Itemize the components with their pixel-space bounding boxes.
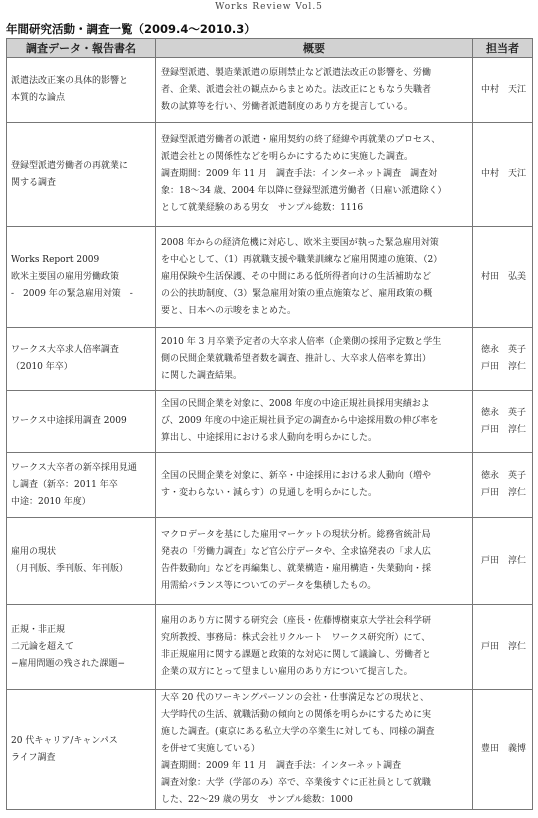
person-name: 中村 天江 — [481, 84, 527, 95]
summary-line: 雇用保険や生活保護、その中間にある低所得者向けの生活補助など — [161, 271, 432, 282]
summary-cell — [156, 328, 473, 391]
report-name-line: （2010 年卒） — [11, 362, 73, 372]
person-name: 中村 天江 — [481, 169, 527, 179]
summary-line: を併せて実施している） — [161, 744, 261, 754]
summary-cell — [156, 227, 473, 328]
summary-cell — [156, 123, 473, 227]
person-name: 戸田 淳仁 — [481, 488, 527, 498]
report-name-line: 本質的な論点 — [11, 93, 66, 103]
summary-line: の公的扶助制度、（3）緊急雇用対策の重点施策など、雇用政策の概 — [161, 288, 433, 299]
summary-cell — [156, 605, 473, 690]
summary-line: 非正規雇用に関する課題と政策的な対応に関して議論し、労働者と — [161, 650, 432, 660]
table-row — [7, 227, 533, 328]
person-name: 戸田 淳仁 — [481, 555, 527, 566]
summary-cell — [156, 518, 473, 605]
person-cell — [473, 58, 533, 123]
report-name-cell — [7, 690, 156, 810]
summary-line: 全国の民間企業を対象に、2008 年度の中途正規社員採用実績およ — [161, 399, 430, 409]
report-name-cell — [7, 123, 156, 227]
report-name-line: （月刊版、季刊版、年刊版） — [11, 564, 129, 574]
person-cell — [473, 605, 533, 690]
summary-line: 企業の双方にとって望ましい雇用のあり方について提言した。 — [161, 667, 413, 677]
summary-cell — [156, 690, 473, 810]
person-name: 徳永 英子 — [481, 345, 527, 355]
table-row — [7, 328, 533, 391]
report-name-line: 雇用の現状 — [11, 547, 57, 557]
column-header-report-name: 調査データ・報告書名 — [7, 39, 156, 58]
report-name-line: 登録型派遣労働者の再就業に — [11, 160, 129, 171]
summary-line: す・変わらない・減らす）の見通しを明らかにした。 — [161, 488, 378, 498]
summary-line: を中心として、（1）再就職支援や職業訓練など雇用関連の施策、（2） — [161, 254, 443, 265]
report-name-line: - 2009 年の緊急雇用対策 - — [11, 288, 133, 299]
report-name-line: 中途：2010 年度） — [11, 496, 91, 507]
summary-cell — [156, 58, 473, 123]
report-name-line: ワークス大卒者の新卒採用見通 — [11, 462, 137, 473]
summary-line: 施した調査。(東京にある私立大学の卒業生に対しても、同様の調査 — [161, 727, 435, 737]
report-name-line: Works Report 2009 — [11, 254, 100, 265]
report-name-line: 正規・非正規 — [11, 624, 66, 635]
table-row — [7, 453, 533, 518]
summary-line: 要と、日本への示唆をまとめた。 — [161, 305, 297, 316]
person-name: 戸田 淳仁 — [481, 424, 527, 435]
person-cell — [473, 453, 533, 518]
summary-line: 派遣会社との関係性などを明らかにするために実施した調査。 — [161, 152, 414, 162]
report-name-cell — [7, 328, 156, 391]
summary-line: 発表の「労働力調査」など官公庁データや、全求協発表の「求人広 — [161, 547, 431, 557]
report-name-line: ライフ調査 — [11, 752, 56, 763]
summary-line: 用需給バランス等についてのデータを集積したもの。 — [161, 581, 377, 591]
summary-line: 雇用のあり方に関する研究会（座長・佐藤博樹東京大学社会科学研 — [161, 616, 432, 626]
report-name-cell — [7, 391, 156, 453]
running-header: Works Review Vol.5 — [215, 2, 323, 12]
summary-line: 究所教授、事務局：株式会社リクルート ワークス研究所）にて、 — [161, 633, 431, 643]
summary-line: 者、企業、派遣会社の観点からまとめた。法改正にともなう失職者 — [161, 84, 432, 95]
summary-line: 調査期間：2009 年 11 月 調査手法：インターネット調査 調査対 — [161, 169, 438, 179]
person-name: 豊田 義博 — [481, 744, 527, 754]
table-row — [7, 123, 533, 227]
column-header-summary: 概要 — [156, 39, 473, 58]
report-name-line: ワークス大卒求人倍率調査 — [11, 345, 119, 355]
summary-line: 2008 年からの経済危機に対応し、欧米主要国が執った緊急雇用対策 — [161, 237, 439, 248]
person-name: 戸田 淳仁 — [481, 641, 527, 652]
report-name-line: −雇用問題の残された課題− — [11, 658, 126, 669]
table-header-row — [7, 39, 533, 58]
person-name: 村田 弘美 — [481, 271, 527, 282]
report-name-line: 関する調査 — [11, 177, 57, 188]
report-name-line: ワークス中途採用調査 2009 — [11, 416, 127, 426]
summary-line: び、2009 年度の中途正規社員予定の調査から中途採用数の伸び率を — [161, 416, 439, 426]
table-row — [7, 690, 533, 810]
summary-line: マクロデータを基にした雇用マーケットの現状分析。総務省統計局 — [161, 530, 431, 540]
summary-line: に関した調査結果。 — [161, 370, 243, 381]
person-name: 戸田 淳仁 — [481, 362, 527, 372]
page-title: 年間研究活動・調査一覧（2009.4～2010.3） — [6, 22, 256, 36]
summary-line: 登録型派遣労働者の派遣・雇用契約の終了経緯や再就業のプロセス、 — [161, 135, 441, 145]
summary-line: 調査対象：大学（学部のみ）卒で、卒業後すぐに正社員として就職 — [161, 778, 431, 788]
summary-line: 全国の民間企業を対象に、新卒・中途採用における求人動向（増や — [161, 471, 432, 481]
person-cell — [473, 227, 533, 328]
report-name-cell — [7, 227, 156, 328]
summary-cell — [156, 391, 473, 453]
summary-line: 大卒 20 代のワーキングパーソンの会社・仕事満足などの現状と、 — [161, 693, 430, 703]
summary-line: 数の試算等を行い、労働者派遣制度のあり方を提言している。 — [161, 101, 414, 112]
table-row — [7, 58, 533, 123]
table-row — [7, 605, 533, 690]
report-name-cell — [7, 453, 156, 518]
person-name: 徳永 英子 — [481, 407, 527, 418]
report-name-cell — [7, 58, 156, 123]
summary-line: 登録型派遣、製造業派遣の原則禁止など派遣法改正の影響を、労働 — [161, 67, 432, 78]
column-header-person: 担当者 — [473, 39, 533, 58]
person-cell — [473, 123, 533, 227]
research-activity-table — [6, 38, 533, 810]
summary-line: 象：18～34 歳、2004 年以降に登録型派遣労働者（日雇い派遣除く） — [161, 186, 447, 196]
report-name-cell — [7, 518, 156, 605]
person-name: 徳永 英子 — [481, 471, 527, 481]
report-name-line: 20 代キャリア/キャンパス — [11, 735, 118, 746]
summary-line: として就業経験のある男女 サンプル総数：1116 — [161, 203, 364, 213]
summary-line: 大学時代の生活、就職活動の傾向との関係を明らかにするために実 — [161, 710, 432, 720]
summary-line: 算出し、中途採用における求人動向を明らかにした。 — [161, 433, 378, 443]
report-name-cell — [7, 605, 156, 690]
summary-line: 告件数動向」などを再編集し、就業構造・雇用構造・失業動向・採 — [161, 564, 432, 574]
summary-line: 側の民間企業就職希望者数を調査、推計し、大卒求人倍率を算出） — [161, 353, 432, 364]
person-cell — [473, 328, 533, 391]
table-row — [7, 518, 533, 605]
report-name-line: し調査（新卒：2011 年卒 — [11, 479, 118, 490]
summary-line: した、22～29 歳の男女 サンプル総数：1000 — [161, 795, 353, 805]
report-name-line: 派遣法改正案の具体的影響と — [11, 76, 129, 86]
summary-line: 調査期間：2009 年 11 月 調査手法：インターネット調査 — [161, 761, 402, 771]
report-name-line: 欧米主要国の雇用労働政策 — [11, 271, 120, 282]
person-cell — [473, 690, 533, 810]
person-cell — [473, 391, 533, 453]
report-name-line: 二元論を超えて — [11, 641, 75, 652]
person-cell — [473, 518, 533, 605]
table-row — [7, 391, 533, 453]
summary-cell — [156, 453, 473, 518]
summary-line: 2010 年 3 月卒業予定者の大卒求人倍率（企業側の採用予定数と学生 — [161, 336, 442, 347]
